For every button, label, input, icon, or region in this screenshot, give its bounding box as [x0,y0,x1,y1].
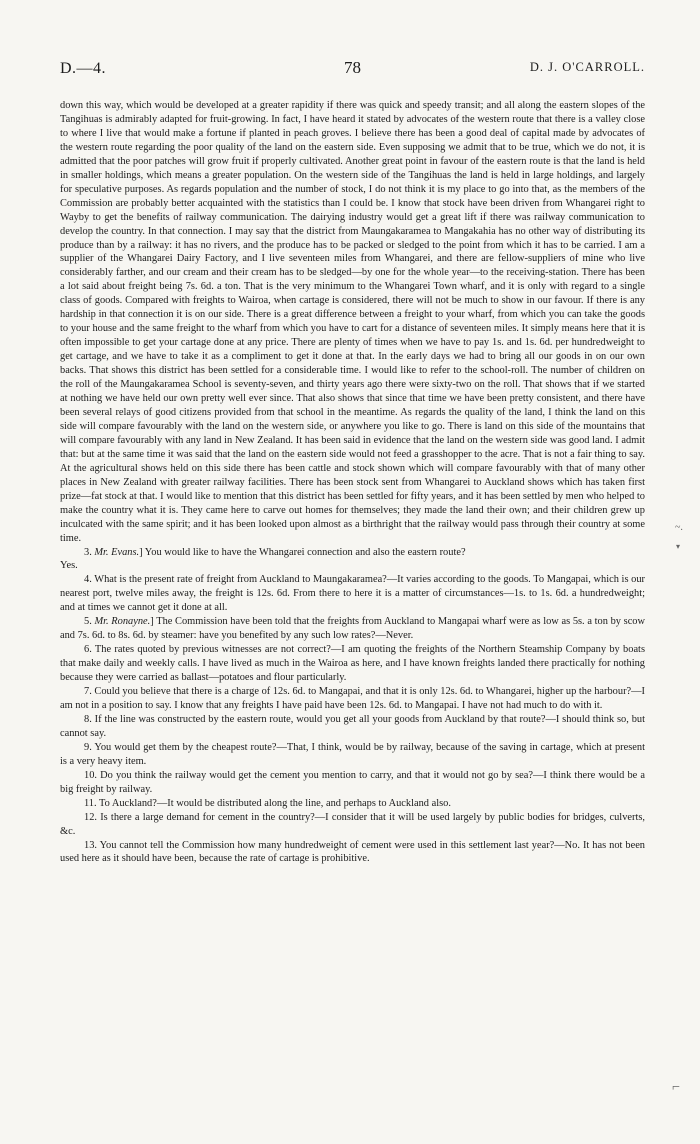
question-7: 7. Could you believe that there is a charge of 12s. 6d. to Mangapai, and that it is only 12s. 6d. to Whangarei, higher up the harbour?—I am not in a position to say. I know that any freights I have paid have been 12s. 6d. to Mangapai. I have not had much to do with it. [60,686,645,711]
speaker-name: Mr. Ronayne. [94,616,151,628]
answer-3: Yes. [60,560,78,572]
question-5-number: 5. [84,616,95,628]
question-12: 12. Is there a large demand for cement in the country?—I consider that it will be used largely by public bodies for bridges, culverts, &c. [60,811,645,837]
question-9: 9. You would get them by the cheapest route?—That, I think, would be by railway, because of the saving in cartage, which at present is a very heavy item. [60,741,645,767]
evidence-paragraph: down this way, which would be developed at a greater rapidity if there was quick and speedy transit; and all along the eastern slopes of the Tangihuas is admirably adapted for fruit-growing. In fact, I have heard it stated by advocates of the western route that there is a valley close to where I live that would make a fortune if planted in peach groves. I believe there has been a good deal of capital made by advocates of the western route regarding the poor quality of the land on the eastern side. Even supposing we admit that to be true, which we do not, it is admitted that the poor patches will grow fruit if properly cultivated. Another great point in favour of the eastern route is that the land is held in smaller holdings, which means a greater population. On the western side of the Tangihuas the land is held in large holdings, and largely for speculative purposes. As regards population and the number of stock, I do not think it is my place to go into that, as the members of the Commission are probably better acquainted with the statistics than I could be. I know that stock have been driven from Whangarei right to Wayby to get the benefits of railway communication. The dairying industry would get a great lift if there was railway communication to develop the country. In that connection. I may say that the district from Maungakaramea to Mangakahia has no other way of distributing its produce than by a railway: it has no rivers, and the produce has to be packed or sledged to the point from which it has to be carried. I am a supplier of the Whangarei Dairy Factory, and I live seventeen miles from Whangarei, and there are fellow-suppliers of mine who live considerably farther, and our cream and their cream has to be sledged—by one for the whole year—to the receiving-station. There has been a lot said about freight being 7s. 6d. a ton. That is the very minimum to the Whangarei Town wharf, and it is only with regard to a single class of goods. Compared with freights to Wairoa, when cartage is considered, there will not be much to show in our favour. If there is any hardship in that connection it is on our side. There is a great difference between a freight to your wharf, from which you can take the goods to your house and the same freight to the wharf from which you have to cart for a distance of seventeen miles. It simply means here that it is often impossible to get your cartage done at any price. There are plenty of times when we have to pay 1s. and 1s. 6d. per hundredweight to get cartage, and we have to take it as a compliment to get it done at that. In the early days we had to bring all our goods in on our own backs. That shows this district has been settled for a considerable time. I would like to refer to the school-roll. The number of children on the roll of the Maungakaramea School is seventy-seven, and thirty years ago there were sixty-two on the roll. That shows that if we started at nothing we have held our own pretty well ever since. That also shows that since that time we have been pretty consistent, and there have been several relays of good citizens provided from that school in the meantime. As regards the quality of the land, I think the land on this side will compare favourably with the land on the western side, or anywhere you like to go. There is land on this side of the mountains that will compare favourably with any land in New Zealand. It has been said in evidence that the land on the western side was good land. I admit that: but at the same time it was said that the land on the eastern side would not feed a grasshopper to the acre. That is not a fair thing to say. At the agricultural shows held on this side there has been cattle and stock shown which will compare favourably with that of many other places in New Zealand with greater railway facilities. There has been stock sent from Whangarei to Auckland shows which has taken first prize—fat stock at that. I would like to mention that this district has been settled for fifty years, and it has been settled by men who helped to make the country what it is. They came here to carve out homes for themselves; they made the land their own; and their children grew up inculcated with the same spirit; and it has been looked upon almost as a birthright that the railway would pass through their country at some time. [60,100,645,544]
page-number: 78 [344,58,361,77]
scan-mark: ▾ [676,542,681,551]
running-head-author: D. J. O'CARROLL. [529,60,645,74]
question-5-text: ] The Commission have been told that the freights from Auckland to Mangapai wharf were as low as 5s. a ton by scow and 7s. 6d. to 8s. 6d. by steamer: have you benefited by any such low rates?—Never. [60,616,646,642]
scan-mark: ~. [675,522,683,533]
question-8: 8. If the line was constructed by the eastern route, would you get all your goods from Auckland by that route?—I should think so, but cannot say. [60,713,645,739]
document-reference: D.—4. [60,60,107,77]
question-5 [60,615,645,643]
document-body [60,99,645,866]
question-4: 4. What is the present rate of freight from Auckland to Maungakaramea?—It varies according to the goods. To Mangapai, which is our nearest port, twelve miles away, the freight is 12s. 6d. From there to here it is a matter of circumstances—1s. to 1s. 6d. a hundredweight; and at times we cannot get it done at all. [60,574,645,614]
question-3-text: ] You would like to have the Whangarei connection and also the eastern route? [139,546,466,558]
speaker-name: Mr. Evans. [94,546,140,558]
question-3: 3. Mr. Evans.] You would like to have the Whangarei connection and also the eastern route? [84,546,466,558]
page-header [60,56,645,82]
question-11: 11. To Auckland?—It would be distributed along the line, and perhaps to Auckland also. [84,797,451,809]
question-6: 6. The rates quoted by previous witnesses are not correct?—I am quoting the freights of the Northern Steamship Company by boats that make daily and weekly calls. I have lived as much in the Wairoa as here, and I have known freights landed there practically for nothing because they were carried as ballast—potatoes and flour particularly. [60,644,645,684]
question-13: 13. You cannot tell the Commission how many hundredweight of cement were used in this settlement last year?—No. It has not been used here as it should have been, because the rate of cartage is prohibitive. [60,839,645,865]
question-10: 10. Do you think the railway would get the cement you mention to carry, and that it would not go by sea?—I think there would be a big freight by railway. [60,769,645,795]
scan-mark: ⌐ [672,1080,680,1095]
